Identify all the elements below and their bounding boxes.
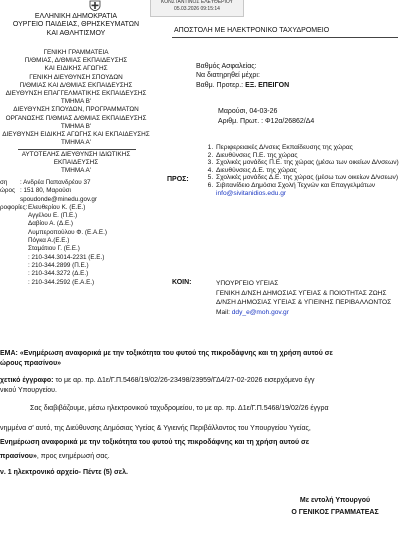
contact-row [0, 220, 160, 228]
retention-until: Να διατηρηθεί μέχρι: [196, 72, 260, 80]
recipient-item: 2. Διευθύνσεις Π.Ε. της χώρας [215, 152, 400, 160]
priority-line [196, 81, 396, 90]
reference-line [0, 376, 400, 386]
contact-label [0, 245, 28, 253]
stamp-timestamp: 05.03.2026 09:15:14 [174, 6, 220, 12]
organization-block [0, 49, 152, 147]
org-line: ΚΑΙ ΕΙΔΙΚΗΣ ΑΓΩΓΗΣ [44, 65, 108, 73]
org-line: ΤΜΗΜΑ Α' [61, 167, 91, 175]
cc-email-link[interactable]: ddy_e@moh.gov.gr [231, 308, 289, 316]
cc-block [216, 279, 400, 317]
org-line: ΤΜΗΜΑ Β' [60, 122, 92, 130]
contact-label [0, 196, 20, 204]
recipient-item: 3. Σχολικές μονάδες Π.Ε. της χώρας (μέσω των οικείων Δ/νσεων) [215, 159, 400, 167]
greek-emblem-icon [88, 0, 102, 11]
divider [18, 149, 136, 150]
contact-label: ση [0, 179, 8, 186]
body-line: Ενημέρωση αναφορικά με την τοξικότητα του φυτού της πικροδάφνης και τη χρήση αυτού σε [0, 439, 310, 446]
body-line: νημμένα σ' αυτό, της Διεύθυνσης Δημόσιας Υγείας & Υγιεινής Περιβάλλοντος του Υπουργείου Υγείας, [0, 425, 311, 432]
contact-row [0, 196, 160, 204]
org-line: ΔΙΕΥΘΥΝΣΗ ΣΠΟΥΔΩΝ, ΠΡΟΓΡΑΜΜΑΤΩΝ [13, 106, 139, 114]
mail-label: Mail: [216, 308, 232, 316]
recipient-item: 5. Σχολικές μονάδες Δ.Ε. της χώρας (μέσω των οικείων Δ/νσεων) [215, 174, 400, 182]
cc-line: Δ/ΝΣΗ ΔΗΜΟΣΙΑΣ ΥΓΕΙΑΣ & ΥΓΙΕΙΝΗΣ ΠΕΡΙΒΑΛΛΟΝΤΟΣ [216, 299, 392, 306]
contact-value: Δαβίου Α. (Δ.Ε.) [28, 220, 74, 228]
body-bold-fragment: πρασίνου» [0, 453, 37, 460]
priority-value: ΕΞ. ΕΠΕΙΓΟΝ [245, 81, 290, 89]
body-line: Σας διαβιβάζουμε, μέσω ηλεκτρονικού ταχυδρομείου, το με αρ. πρ. Δ1ε/Γ.Π.5468/19/02/26 έγγρα [30, 405, 329, 412]
recipient-item: 6. Σιβιτανίδειο Δημόσια Σχολή Τεχνών και Επαγγελμάτων [215, 182, 400, 190]
contact-value: Ελευθερίου Κ. (Ε.Ε.) [28, 203, 86, 211]
org-line: ΓΕΝΙΚΗ ΔΙΕΥΘΥΝΣΗ ΣΠΟΥΔΩΝ [29, 73, 123, 81]
protocol-number: Αριθμ. Πρωτ. : Φ12α/26862/Δ4 [218, 118, 315, 125]
signature-block [270, 495, 400, 519]
cc-label: ΚΟΙΝ: [172, 279, 192, 286]
org-line: ΑΥΤΟΤΕΛΗΣ ΔΙΕΥΘΥΝΣΗ ΙΔΙΩΤΙΚΗΣ ΕΚΠΑΙΔΕΥΣΗΣ [21, 151, 131, 167]
contact-row [0, 212, 160, 220]
header-line: ΟΥΡΓΕΙΟ ΠΑΙΔΕΙΑΣ, ΘΡΗΣΚΕΥΜΑΤΩΝ [12, 21, 140, 29]
contact-value: Πόγκα Α.(Ε.Ε.) [28, 237, 70, 245]
org-line: ΔΙΕΥΘΥΝΣΗ ΕΙΔΙΚΗΣ ΑΓΩΓΗΣ ΚΑΙ ΕΚΠΑΙΔΕΥΣΗΣ [2, 131, 150, 139]
contact-label [0, 254, 28, 262]
contact-row [0, 262, 160, 270]
org-line: ΤΜΗΜΑ Α' [61, 139, 91, 147]
contact-value: Σταμάτιου Γ. (Ε.Ε.) [28, 245, 80, 253]
contact-label [0, 220, 28, 228]
subject [0, 349, 400, 369]
contact-row [0, 204, 160, 212]
contact-phone: : 210-344.3272 (Δ.Ε.) [28, 270, 89, 278]
contact-row [0, 187, 160, 195]
recipient-item: 1. Περιφερειακές Δ/νσεις Εκπαίδευσης της χώρας [215, 144, 400, 152]
header-line: ΚΑΙ ΑΘΛΗΤΙΣΜΟΥ [46, 29, 106, 37]
contact-value: : 151 80, Μαρούσι [20, 187, 71, 195]
contact-row [0, 229, 160, 237]
org-line: Π/ΘΜΙΑΣ, Δ/ΘΜΙΑΣ ΕΚΠΑΙΔΕΥΣΗΣ [24, 57, 128, 65]
contact-label [0, 279, 28, 287]
contact-value: Λυμπεροπούλου Φ. (Ε.Α.Ε.) [28, 228, 107, 236]
contact-label: ώρος [0, 187, 16, 195]
contact-label: ροφορίες: [0, 203, 28, 211]
contact-phone: : 210-344.2592 (Ε.Α.Ε.) [28, 278, 95, 286]
org-line: ΟΡΓΑΝΩΣΗΣ Π/ΘΜΙΑΣ Δ/ΘΜΙΑΣ ΕΚΠΑΙΔΕΥΣΗΣ [5, 114, 147, 122]
reference-label: χετικό έγγραφο: [0, 377, 54, 384]
to-label: ΠΡΟΣ: [167, 176, 189, 183]
security-level: Βαθμός Ασφαλείας: [196, 63, 257, 70]
contact-label [0, 270, 28, 278]
cc-line: ΥΠΟΥΡΓΕΙΟ ΥΓΕΙΑΣ [216, 280, 279, 287]
contact-label [0, 262, 28, 270]
document-ref-block [218, 107, 398, 127]
subject-line: ΕΜΑ: «Ενημέρωση αναφορικά με την τοξικότητα του φυτού της πικροδάφνης και τη χρήση αυτού σε [0, 350, 333, 357]
cc-line: ΓΕΝΙΚΗ Δ/ΝΣΗ ΔΗΜΟΣΙΑΣ ΥΓΕΙΑΣ & ΠΟΙΟΤΗΤΑΣ ΖΩΗΣ [216, 289, 387, 297]
subject-line: ώρους πρασίνου» [0, 360, 62, 367]
cc-mail-line [216, 308, 400, 318]
org-line: ΔΙΕΥΘΥΝΣΗ ΕΠΑΓΓΕΛΜΑΤΙΚΗΣ ΕΚΠΑΙΔΕΥΣΗΣ [5, 90, 147, 98]
contact-block [0, 179, 160, 287]
recipient-email-link[interactable]: info@sivitanidios.edu.gr [216, 189, 287, 197]
autonomous-directorate [0, 151, 152, 176]
body-fragment: , προς ενημέρωσή σας. [36, 453, 110, 460]
contact-phone: : 210-344.3014-2231 (Ε.Ε.) [28, 253, 105, 261]
contact-row [0, 254, 160, 262]
classification-block [196, 62, 396, 90]
reference-line: νικού Υπουργείου. [0, 387, 57, 394]
ministry-header [0, 13, 152, 38]
contact-label [0, 237, 28, 245]
contact-value: : Ανδρέα Παπανδρέου 37 [20, 179, 91, 186]
attachment-line: ν. 1 ηλεκτρονικό αρχείο- Πέντε (5) σελ. [0, 469, 128, 476]
digital-signature-stamp [150, 0, 244, 17]
header-line: ΕΛΛΗΝΙΚΗ ΔΗΜΟΚΡΑΤΙΑ [34, 13, 118, 20]
reference [0, 376, 400, 396]
signature-title: Ο ΓΕΝΙΚΟΣ ΓΡΑΜΜΑΤΕΑΣ [291, 509, 379, 516]
contact-label [0, 229, 28, 237]
reference-text: το με αρ. πρ. Δ1ε/Γ.Π.5468/19/02/26-23498/23959/ΓΔ4/27-02-2026 εισερχόμενο έγγ [53, 377, 315, 384]
divider [172, 37, 398, 38]
org-line: ΓΕΝΙΚΗ ΓΡΑΜΜΑΤΕΙΑ [43, 49, 109, 56]
letter-body [0, 404, 400, 478]
org-line: Π/ΘΜΙΑΣ ΚΑΙ Δ/ΘΜΙΑΣ ΕΚΠΑΙΔΕΥΣΗΣ [19, 81, 133, 89]
contact-row [0, 237, 160, 245]
contact-row [0, 270, 160, 278]
org-line: ΤΜΗΜΑ Β' [60, 98, 92, 106]
contact-phone: : 210-344.2899 (Π.Ε.) [28, 261, 89, 269]
recipients-list [195, 144, 400, 197]
stamp-signer: ΚΟΝΣΤΑΝΤΙΝΟΣ ΕΛΕΥΘΕΡΙΟΥ [161, 0, 233, 5]
contact-row [0, 279, 160, 287]
priority-label: Βαθμ. Προτερ.: [196, 81, 246, 89]
body-line [0, 452, 400, 462]
place-date: Μαρούσι, 04-03-26 [218, 108, 278, 115]
delivery-method: ΑΠΟΣΤΟΛΗ ΜΕ ΗΛΕΚΤΡΟΝΙΚΟ ΤΑΧΥΔΡΟΜΕΙΟ [174, 27, 330, 34]
recipient-item: 4. Διευθύνσεις Δ.Ε. της χώρας [215, 167, 400, 175]
contact-row [0, 245, 160, 253]
signature-line: Με εντολή Υπουργού [299, 497, 371, 504]
contact-email[interactable]: spoudonde@minedu.gov.gr [20, 195, 97, 203]
contact-label [0, 212, 28, 220]
contact-value: Αγγέλου Ε. (Π.Ε.) [28, 212, 78, 220]
